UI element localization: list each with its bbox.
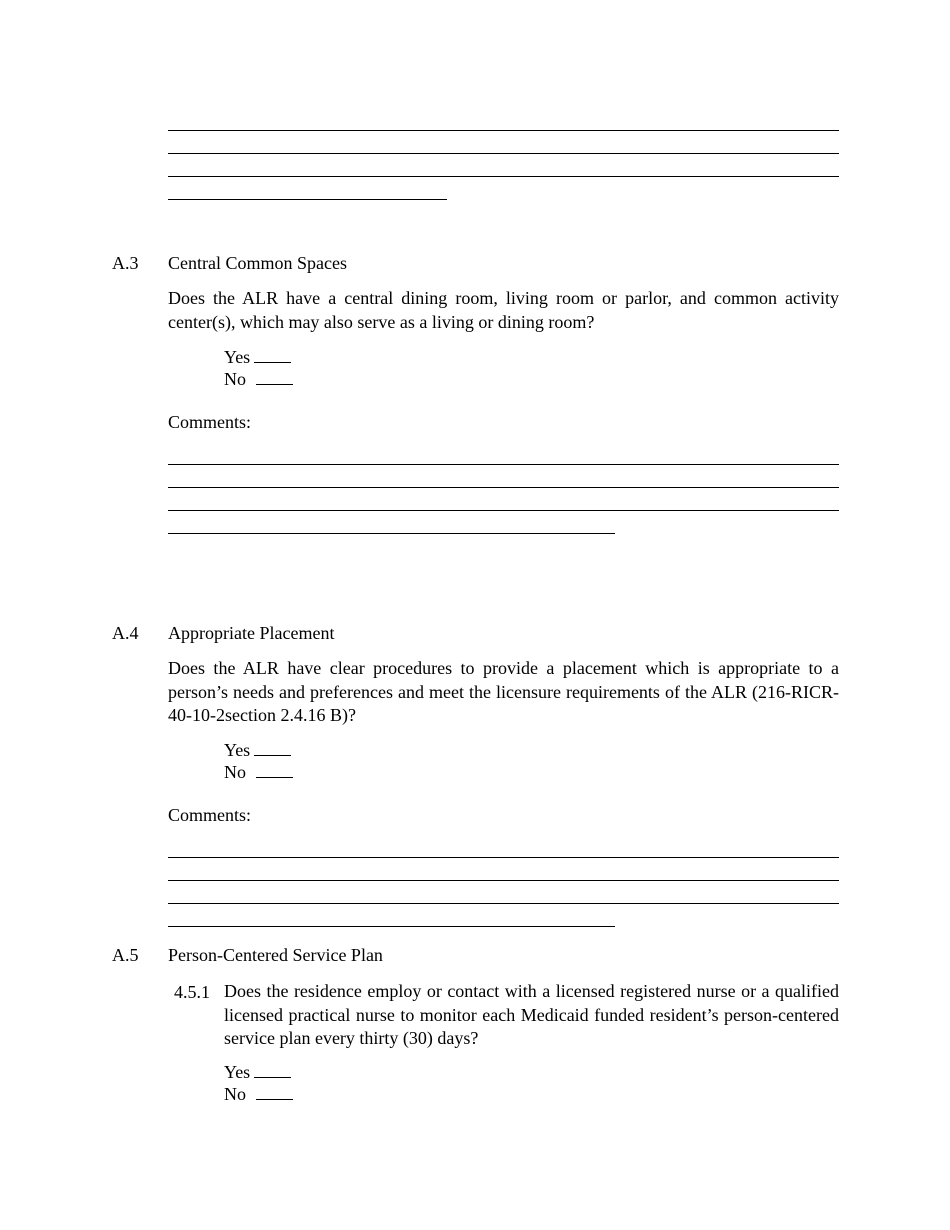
section-number: A.3 [112,253,139,273]
comment-line[interactable] [168,199,447,200]
section-title: Person-Centered Service Plan [168,945,383,965]
yes-option[interactable] [224,1061,291,1083]
section-number: A.4 [112,623,139,643]
no-label: No [224,1084,246,1104]
no-blank[interactable] [256,370,293,385]
section-number: A.5 [112,945,139,965]
comment-line[interactable] [168,510,839,511]
comment-line[interactable] [168,926,615,927]
comment-line[interactable] [168,880,839,881]
yes-blank[interactable] [254,348,291,363]
question-text: Does the residence employ or contact with a licensed registered nurse or a qualified licensed practical nurse to monitor each Medicaid funded resident’s person-centered service plan every thirty (30) days? [224,981,839,1048]
section-title: Appropriate Placement [168,623,335,643]
yes-label: Yes [224,347,251,367]
comment-line[interactable] [168,487,839,488]
comment-line[interactable] [168,903,839,904]
comment-line[interactable] [168,857,839,858]
no-option[interactable] [224,761,293,783]
yes-label: Yes [224,740,251,760]
section-title: Central Common Spaces [168,253,347,273]
yes-label: Yes [224,1062,251,1082]
yes-option[interactable] [224,346,291,368]
no-label: No [224,369,246,389]
comment-line[interactable] [168,464,839,465]
question-text: Does the ALR have clear procedures to provide a placement which is appropriate to a person’s needs and preferences and meet the licensure requirements of the ALR (216-RICR-40-10-2section 2.4.16 B)? [168,658,839,725]
subsection-number: 4.5.1 [174,982,210,1002]
yes-option[interactable] [224,739,291,761]
comments-label: Comments: [168,805,252,825]
comment-line[interactable] [168,130,839,131]
yes-blank[interactable] [254,741,291,756]
comment-line[interactable] [168,153,839,154]
no-blank[interactable] [256,763,293,778]
no-option[interactable] [224,368,293,390]
question-text: Does the ALR have a central dining room, living room or parlor, and common activity center(s), which may also serve as a living or dining room? [168,288,839,332]
yes-blank[interactable] [254,1063,291,1078]
no-option[interactable] [224,1083,293,1105]
no-label: No [224,762,246,782]
comments-label: Comments: [168,412,252,432]
comment-line[interactable] [168,176,839,177]
no-blank[interactable] [256,1085,293,1100]
comment-line[interactable] [168,533,615,534]
